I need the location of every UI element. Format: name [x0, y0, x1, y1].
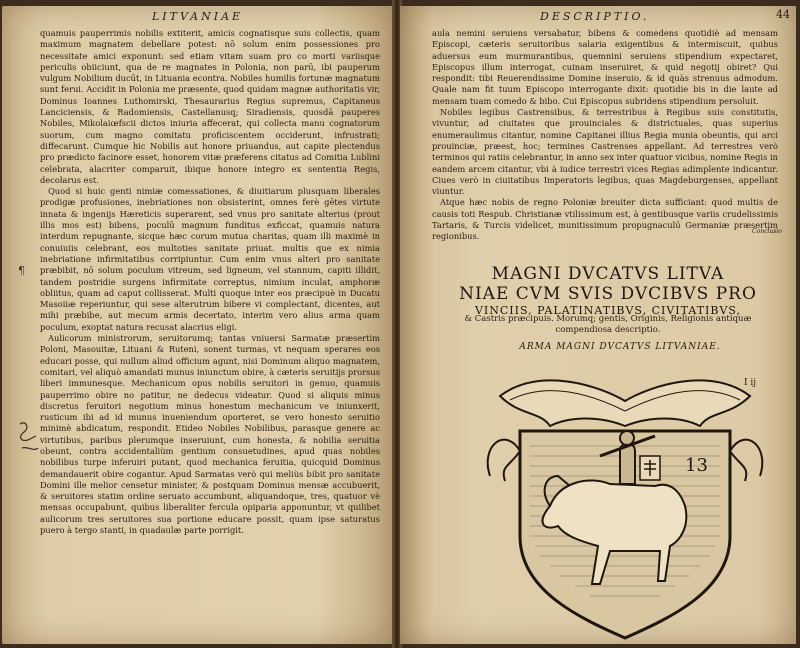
left-body-text	[40, 28, 380, 536]
running-head-right: DESCRIPTIO.	[540, 10, 650, 23]
arms-caption: ARMA MAGNI DVCATVS LITVANIAE.	[519, 342, 721, 352]
left-page	[2, 6, 394, 644]
running-head-left: LITVANIAE	[152, 10, 244, 23]
right-paragraph: Atque hæc nobis de regno Poloniæ breuiter dicta sufficiant: quod multis de causis toti Respub. Christianæ vtilissimum est, à gentibusque variis crudelissimis Tartaris, & Turcis videlicet, munitissimum propugnaculū Germaniæ præsertim regionibus.	[432, 197, 778, 242]
section-title	[438, 264, 778, 317]
woodcut-number: 13	[685, 455, 708, 476]
marginalia-scribble	[16, 418, 42, 458]
section-title-line: MAGNI DVCATVS LITVA	[491, 264, 725, 284]
right-paragraph: aula nemini seruiens versabatur, bibens & comedens quotidiè ad mensam Episcopi, cæteris seruitoribus salaria exigentibus & intermiscuit, quibus aduersus eum murmurantibus, quemnini seruiens stipendium expectaret, Episcopus illum interrogat, cuinam inseruiret, & quid negotij obiret? Qui respondit: tibi Reuerendissime Domine inseruio, & id quàs strenuus admodum. Quale nam fit tuum Episcopo interrogante dixit: quotidie bis in die laute ad mensam tuam comedo & bibo. Cui Episcopus subridens stipendium persoluit.	[432, 28, 778, 106]
left-paragraph: Aulicorum ministrorum, seruitorumq; tantas vniuersi Sarmatæ præsertim Poloni, Masouitæ, Lituani & Ruteni, sonent turmas, vt nequam sperares eos educari posse, qui nullum aliud officium agunt, nisi Dominum aliquo magnatem, comitari, vel aliquò amandati munus iniunctum obire, à cæteris seruitijs prorsus liberi immunesque. Mechanicum opus nobilis seruitori in genuo, quamuis pauperrimo obire no patitur, ne dedecus videatur. Quod si aliquis minus discretus feruitori negotium minus honestum mechanicum ve iniunxerit, rusticum ibi ad id munus inueniendum oporteret, se vero honesto seruitio minimè abdicatum, respondit. Etideo Nobiles Nobilibus, parasque genere ac virtutibus, paribus plerumque inseruiunt, cum honesta, & nobilia seruitia obeunt, contra accidentaliùm gentium consuetudines, apud quas nobiles nobilibus turpe inferuiri putant, quod mechanica feruitia, quicquid Dominus demandauerit obire cogantur. Apud Sarmatas verò qui meliùs bibit pro sanitate Domini ille melior censetur minister, & postquam Dominus mensæ accubuerit, & seruitores statim ordine seruato accumbunt, aliquandoque, tres, quatuor vè mensas occupabunt, quibus liberaliter fercula opiparia apponuntur, vt quilibet aulicorum tres seruitores sua portione educare possit, quam ipse saturatus puero à tergo stanti, in quadaulæ parte porrigit.	[40, 333, 380, 536]
left-paragraph: quamuis pauperrimis nobilis extiterit, amicis cognatisque suis collectis, quam maximum magnatem debellare potest: nō solum enim possessiones pro necessitate amici exponunt: sed etiam vitam suam pro co morti variisque periculis obiiciunt, qua de re magnates in Polonia, non parū, ibi pauperum vulgum Nobilium ducūt, in Lituania econtra. Nobiles humilis fortunæ magnatum sunt ferui. Accidit in Polonia me præsente, quod quidam magnæ authoritatis vir, Dominus Ioannes Luthomirski, Thesaurarius Regius supremus, Capitaneus Lanciciensis, & Radomiensis, Castellanusq; Siradiensis, quosdā pauperes Nobiles, Mikolaiœfscii dictos iniuria affecerat, qui collecta manu cognatorum suorum, cum magno comitatu proficiscentem occiderunt, infrustrati; diffecarunt. Cumque hic Nobilis aut honore priuandus, aut capite plectendus pro prædicto facinore esset, honorem vitæ præferens citatus ad Comitia Lublini celebrata, alacriter comparuit, ibique honore integro ex sententia Regis, decolarus est.	[40, 28, 380, 185]
page-number: 44	[776, 8, 790, 21]
right-page	[400, 6, 796, 644]
left-paragraph: Quod si huic genti nimiæ comessationes, & diuitiarum plusquam liberales prodigæ profusiones, inebriationes non obsisterint, omnes ferè gētes virtute innata & ingenijs Hæreticis superarent, sed vnus pro sanitate alterius (prout illis mos est) bibens, poculū magnum funditus exficcat, quamuis natura interdum repugnante, sicque hæc corum mutua charitas, quam illi maximè in conuiuiis celebrant, eos multoties sanitate priuat. multis que ex nimia inebriatione infirmitatibus corripiuntur. Cum enim vnus alteri pro sanitate præbibit, nō solum poculum vitreum, sed ligneum, vel stannum, capiti illidit, tandem postridie surgens infirmitate correptus, nimium inculat, amphoræ obliitus, quam ad caput collisserat. Multi quoque inter eos præcipuè in Ducatu Masoiiæ reperiuntur, qui sese alterutrum bibere vi complectant, dicentes, aut mihi præbibe, aut mecum armis decertato, interim vero alius arma quam poculum, exoptat natura recusat alacrius eligi.	[40, 186, 380, 332]
signature-mark: I ij	[744, 378, 757, 388]
margin-note: Conclusio	[752, 228, 782, 235]
right-paragraph: Nobiles legibus Castrensibus, & terrestribus à Regibus suis constitutis, vivuntur, ad ciuitates que prouinciales & districtuales, quas superius enumeraulimus citantur, nomine Capitanei illius Regia munia obeuntis, qui arci prouinciæ, præest, hoc; termines Castrenses appellant. Ad terrestres verò terminos qui ratiis celebrantur, in anno sex inter quatuor vicibus, nomine Regis in eandem arcem citantur, vbi à iudice terrestri vices Regias adimplente indicantur. Ciues verò in ciuitatibus Imperatoris legibus, quas Magdeburgenses, appellant viuntur.	[432, 107, 778, 197]
section-subtitle: & Castris præcipuis. Morumq; gentis, Originis, Religionis antiquæ compendiosa descriptio.	[464, 314, 752, 335]
section-title-line: NIAE CVM SVIS DVCIBVS PRO	[459, 284, 757, 304]
coat-of-arms-woodcut	[480, 356, 770, 644]
section-title-line: VINCIIS, PALATINATIBVS, CIVITATIBVS,	[474, 304, 742, 317]
hand-mark: ¶	[18, 264, 25, 277]
right-body-text	[432, 28, 778, 243]
